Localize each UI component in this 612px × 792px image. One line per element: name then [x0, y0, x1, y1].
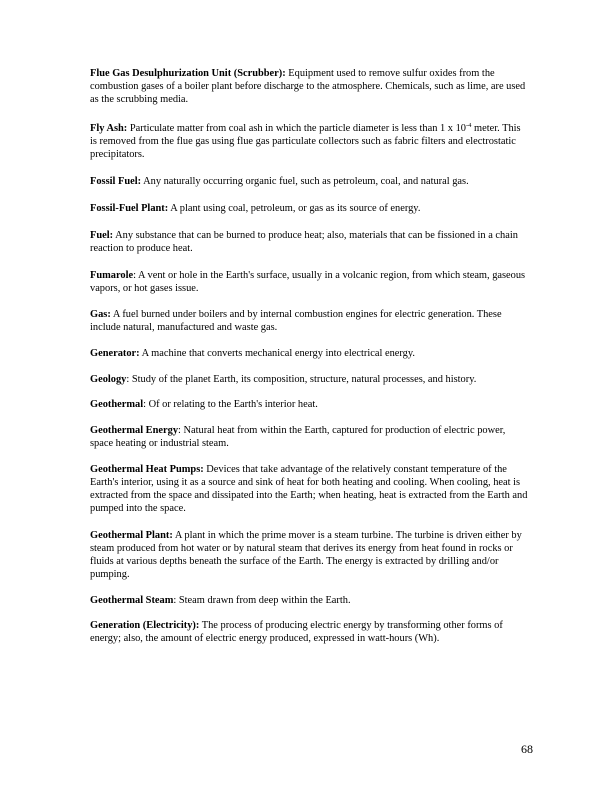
- glossary-term: Generator:: [90, 348, 140, 359]
- glossary-definition: Natural heat from within the Earth, captured for production of electric power, space heating or industrial steam.: [90, 425, 506, 449]
- glossary-definition: Any substance that can be burned to produce heat; also, materials that can be fissioned in a chain reaction to produce heat.: [90, 230, 518, 254]
- glossary-entry-generation-electricity: [90, 620, 530, 646]
- glossary-entry-fuel: [90, 230, 530, 256]
- glossary-entry-flue-gas-desulphurization-unit: [90, 68, 530, 107]
- glossary-entry-fossil-fuel: [90, 176, 530, 189]
- glossary-entry-geology: [90, 374, 530, 387]
- glossary-term: Fossil-Fuel Plant:: [90, 203, 169, 214]
- glossary-entry-geothermal-heat-pumps: [90, 464, 530, 516]
- glossary-term: Geothermal Steam: [90, 595, 174, 606]
- glossary-term: Flue Gas Desulphurization Unit (Scrubber):: [90, 68, 286, 79]
- glossary-definition: Particulate matter from coal ash in which the particle diameter is less than 1 x 10: [127, 123, 466, 134]
- glossary-definition: Equipment used to remove sulfur oxides from the combustion gases of a boiler plant before discharge to the atmosphere. Chemicals, such as lime, are used as the scrubbing media.: [90, 68, 526, 105]
- glossary-definition: A plant using coal, petroleum, or gas as its source of energy.: [168, 203, 421, 214]
- glossary-entry-generator: [90, 348, 530, 361]
- glossary-term: Geology: [90, 374, 127, 385]
- glossary-term: Geothermal Heat Pumps:: [90, 464, 204, 475]
- glossary-term: Fumarole: [90, 270, 134, 281]
- glossary-term-separator: :: [173, 595, 177, 606]
- glossary-definition: Devices that take advantage of the relatively constant temperature of the Earth's interior, using it as a source and sink of heat for both heating and cooling. When cooling, heat is extracted from the space and dissipated into the Earth; when heating, heat is extracted from the Earth and pumped into the space.: [90, 464, 528, 514]
- glossary-definition: Study of the planet Earth, its composition, structure, natural processes, and history.: [129, 374, 477, 385]
- glossary-term-separator: :: [133, 270, 136, 281]
- glossary-entry-geothermal: [90, 399, 530, 412]
- glossary-term-separator: :: [143, 399, 146, 410]
- glossary-term: Geothermal: [90, 399, 144, 410]
- glossary-definition: Steam drawn from deep within the Earth.: [176, 595, 351, 606]
- glossary-definition: Of or relating to the Earth's interior heat.: [145, 399, 318, 410]
- glossary-definition: A machine that converts mechanical energy into electrical energy.: [139, 348, 415, 359]
- glossary-entry-fumarole: [90, 270, 530, 296]
- glossary-term: Generation (Electricity):: [90, 620, 200, 631]
- glossary-definition: The process of producing electric energy by transforming other forms of energy; also, the amount of electric energy produced, expressed in watt-hours (Wh).: [90, 620, 503, 644]
- glossary-definition: A vent or hole in the Earth's surface, usually in a volcanic region, from which steam, gaseous vapors, or hot gases issue.: [90, 270, 526, 294]
- glossary-term-separator: :: [126, 374, 130, 385]
- glossary-term: Fly Ash:: [90, 123, 128, 134]
- glossary-entry-geothermal-plant: [90, 530, 530, 582]
- glossary-term: Geothermal Energy: [90, 425, 179, 436]
- glossary-entry-geothermal-energy: [90, 425, 530, 451]
- glossary-entry-fossil-fuel-plant: [90, 203, 530, 216]
- glossary-definition: A fuel burned under boilers and by internal combustion engines for electric generation. These include natural, manufactured and waste gas.: [90, 309, 502, 333]
- glossary-entry-gas: [90, 309, 530, 335]
- page-number: 68: [521, 742, 533, 756]
- glossary-entry-geothermal-steam: [90, 595, 530, 608]
- glossary-term-separator: :: [178, 425, 181, 436]
- glossary-term: Gas:: [90, 309, 111, 320]
- glossary-definition: Any naturally occurring organic fuel, such as petroleum, coal, and natural gas.: [141, 176, 469, 187]
- glossary-term: Fuel:: [90, 230, 114, 241]
- glossary-entry-fly-ash: [90, 123, 530, 162]
- glossary-definition: A plant in which the prime mover is a steam turbine. The turbine is driven either by steam produced from hot water or by natural steam that derives its energy from heat found in rocks or fluids at various depths beneath the surface of the Earth. The energy is extracted by drilling and/or pumping.: [90, 530, 522, 580]
- glossary-term: Fossil Fuel:: [90, 176, 142, 187]
- glossary-definition-continued: meter. This is removed from the flue gas using flue gas particulate collectors such as fabric filters and electrostatic precipitators.: [90, 123, 521, 160]
- glossary-term: Geothermal Plant:: [90, 530, 173, 541]
- glossary-definition-superscript: -4: [466, 122, 472, 129]
